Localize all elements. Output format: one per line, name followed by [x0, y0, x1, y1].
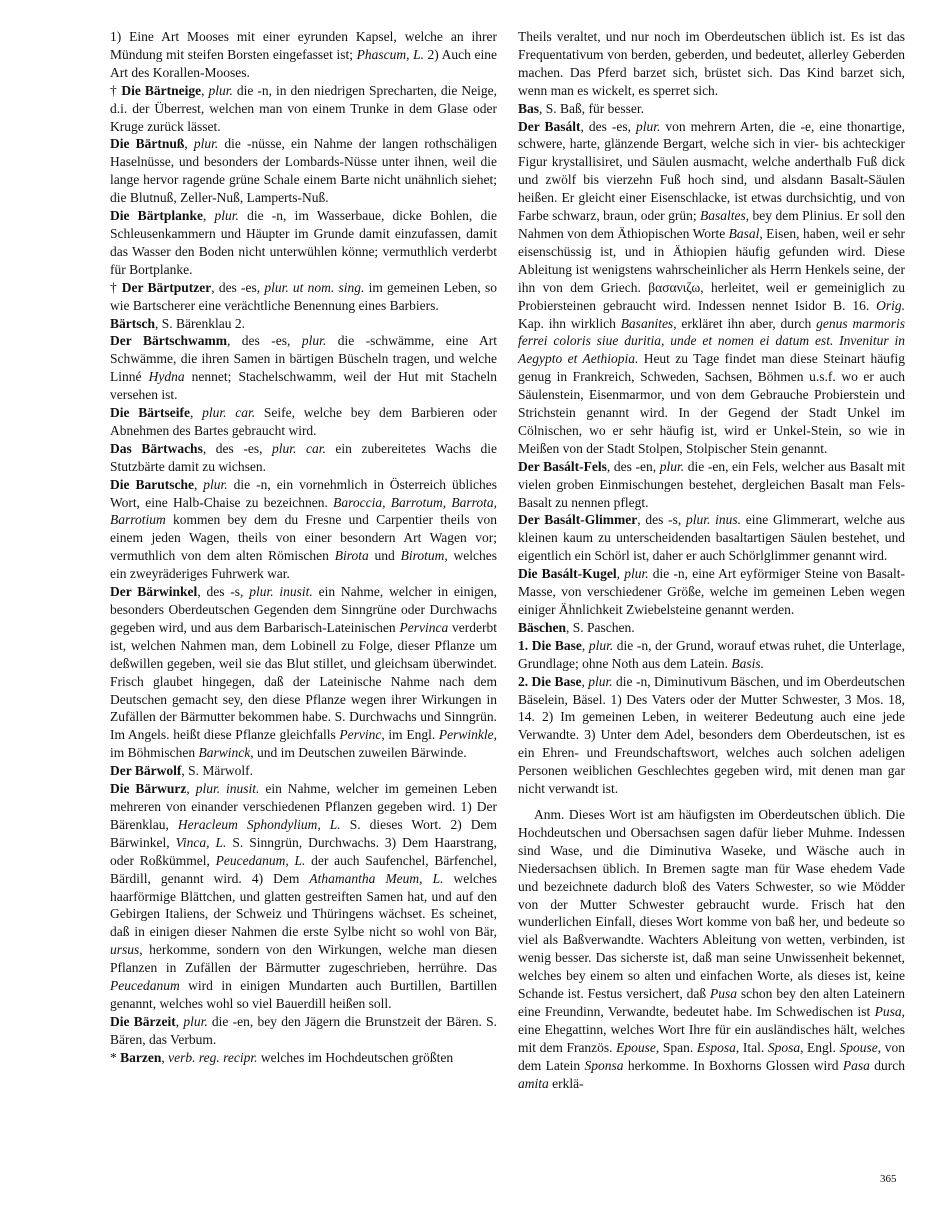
- dictionary-entry: Anm. Dieses Wort ist am häufigsten im Oberdeutschen üblich. Die Hochdeutschen und Obersachsen sagen dafür lieber Muhme. Indessen sind Wase, und die Diminutiva Waseke, und Wäsche auch in Niedersachsen üblich. In Bremen sagte man für Wase ehedem Vade und bezeichnete dadurch bloß des Vaters Schwester, so wie Mödder von der Mutter Schwester gebraucht wurde. Frisch hat den wunderlichen Einfall, dieses Wort komme von baß her, und bedeute so viel als Baßverwandte. Wachters Ableitung von wetten, verbinden, ist wenig besser. Das sicherste ist, daß man seine Unwissenheit bekennet, welches bey einem so alten und einfachen Worte, als dieses ist, keine Schande ist. Festus versichert, daß Pusa schon bey den alten Lateinern eine Freundinn, Verwandte, bedeutet habe. Im Schwedischen ist Pusa, eine Ehegattinn, welches Wort Ihre für ein ausländisches hält, welches mit dem Französ. Epouse, Span. Esposa, Ital. Sposa, Engl. Spouse, von dem Latein Sponsa herkomme. In Boxhorns Glossen wird Pasa durch amita erklä-: [518, 806, 906, 1091]
- dictionary-entry: Die Bärwurz, plur. inusit. ein Nahme, welcher im gemeinen Leben mehreren von einander verschiedenen Pflanzen gegeben wird. 1) Der Bärenklau, Heracleum Sphondylium, L. S. dieses Wort. 2) Dem Bärwinkel, Vinca, L. S. Sinngrün, Durchwachs. 3) Dem Haarstrang, oder Roßkümmel, Peucedanum, L. der auch Saufenchel, Bärfenchel, Bärdill, genannt wird. 4) Dem Athamantha Meum, L. welches haarförmige Blättchen, und glatten gestreiften Samen hat, und auf den Gebirgen Italiens, der Schweiz und Thüringens wächset. Es scheinet, daß in einigen dieser Nahmen die erste Sylbe nicht so wohl von Bär, ursus, herkomme, sondern von den Wirkungen, welche man diesen Pflanzen in Zufällen der Bärmutter zugeschrieben, herrühre. Das Peucedanum wird in einigen Mundarten auch Burtillen, Bartillen genannt, welches wohl so viel Bauerdill heißen soll.: [110, 781, 498, 1011]
- dictionary-entry: Der Bärtschwamm, des -es, plur. die -schwämme, eine Art Schwämme, die ihren Samen in bärtigen Büscheln tragen, und welche Linné Hydna nennet; Stachelschwamm, weil der Hut mit Stacheln versehen ist.: [110, 333, 497, 403]
- dictionary-entry: Bärtsch, S. Bärenklau 2.: [110, 315, 245, 331]
- dictionary-entry: Die Bärtplanke, plur. die -n, im Wasserbaue, dicke Bohlen, die Schleusenkammern und Häupter im Grunde damit einzufassen, damit das Wasser den Boden nicht unterwühlen könne; vermuthlich verderbt für Bortplanke.: [110, 208, 497, 277]
- dictionary-entry: † Der Bärtputzer, des -es, plur. ut nom. sing. im gemeinen Leben, so wie Bartscherer eine verächtliche Benennung eines Barbiers.: [110, 279, 498, 313]
- dictionary-entry: * Barzen, verb. reg. recipr. welches im Hochdeutschen größten: [110, 1049, 454, 1065]
- right-column: [518, 28, 905, 1092]
- dictionary-entry: Der Bärwinkel, des -s, plur. inusit. ein Nahme, welcher in einigen, besonders Oberdeutschen Gegenden dem Sinngrüne oder Durchwachs gegeben wird, und aus dem Barbarisch-Lateinischen Pervinca verderbt ist, welchen Nahmen man, dem Lobinell zu Folge, dieser Pflanze um deßwillen gegeben, weil sie das Blut stillet, und gleichsam überwindet. Frisch glaubet hingegen, daß der Lateinische Nahme nach dem Deutschen gemacht sey, den diese Pflanze wegen ihrer Wirkungen in Zufällen der Bärmutter bekommen habe. S. Durchwachs und Sinngrün. Im Angels. heißt diese Pflanze gleichfalls Pervinc, im Engl. Perwinkle, im Böhmischen Barwinck, und im Deutschen zuweilen Bärwinde.: [110, 584, 498, 761]
- left-column: [110, 28, 497, 1067]
- dictionary-entry: Die Bärzeit, plur. die -en, bey den Jägern die Brunstzeit der Bären. S. Bären, das Verbum.: [110, 1013, 498, 1047]
- dictionary-entry: 1. Die Base, plur. die -n, der Grund, worauf etwas ruhet, die Unterlage, Grundlage; ohne Noth aus dem Latein. Basis.: [518, 637, 905, 671]
- page-number: 365: [880, 1173, 897, 1185]
- dictionary-entry: 1) Eine Art Mooses mit einer eyrunden Kapsel, welche an ihrer Mündung mit steifen Borsten eingefasset ist; Phascum, L. 2) Auch eine Art des Korallen-Mooses.: [110, 29, 497, 80]
- dictionary-entry: Der Bärwolf, S. Märwolf.: [110, 763, 253, 779]
- dictionary-entry: Die Bärtnuß, plur. die -nüsse, ein Nahme der langen rothschäligen Haselnüsse, und besonders der Lombards-Nüsse unter ihnen, weil die lange hervor ragende grüne Schale einem Barte nicht unähnlich siehet; die Blutnuß, Zeller-Nuß, Lamperts-Nuß.: [110, 136, 497, 206]
- dictionary-entry: Die Barutsche, plur. die -n, ein vornehmlich in Österreich übliches Wort, eine Halb-Chaise zu bezeichnen. Baroccia, Barrotum, Barrota, Barrotium kommen bey dem du Fresne und Carpentier theils von einem jeden Wagen, theils von einer besondern Art Wagen vor; vermuthlich von dem alten Römischen Birota und Birotum, welches ein zweyräderiges Fuhrwerk war.: [110, 476, 497, 582]
- dictionary-entry: Bas, S. Baß, für besser.: [518, 100, 645, 116]
- dictionary-entry: Die Basált-Kugel, plur. die -n, eine Art eyförmiger Steine von Basalt-Masse, von verschiedener Größe, welche im gemeinen Leben wegen einiger Ähnlichkeit Zwiebelsteine genannt werden.: [518, 566, 906, 617]
- dictionary-entry: Bäschen, S. Paschen.: [518, 619, 635, 635]
- dictionary-entry: Theils veraltet, und nur noch im Oberdeutschen üblich ist. Es ist das Frequentativum von berden, geberden, und bedeutet, allerley Geberden machen. Das Pferd barzet sich, brüstet sich. Das Kind barzet sich, wenn man es wickelt, es sperret sich.: [518, 29, 905, 98]
- dictionary-entry: Die Bärtseife, plur. car. Seife, welche bey dem Barbieren oder Abnehmen des Bartes gebraucht wird.: [110, 405, 498, 438]
- dictionary-entry: † Die Bärtneige, plur. die -n, in den niedrigen Sprecharten, die Neige, d.i. der Überrest, welchen man von einem Trunke in dem Glase oder Kruge zurück lässet.: [110, 82, 497, 134]
- dictionary-entry: Der Basált-Fels, des -en, plur. die -en, ein Fels, welcher aus Basalt mit vielen groben Einmischungen bestehet, dergleichen Basalt man Fels-Basalt zu nennen pflegt.: [518, 458, 905, 510]
- dictionary-entry: Der Basált-Glimmer, des -s, plur. inus. eine Glimmerart, welche aus kleinen kaum zu unterscheidenden basaltartigen Säulen bestehet, und eigentlich ein Schörl ist, daher er auch Schörlglimmer genannt wird.: [518, 512, 906, 564]
- dictionary-entry: Der Basált, des -es, plur. von mehrern Arten, die -e, eine thonartige, schwere, harte, glänzende Bergart, welche sich in vier- bis achteckiger Figur krystallisiret, und Säulen ausmacht, welche anderthalb Fuß dick und zwölf bis vierzehn Fuß hoch sind, und alsdann Basalt-Säulen heißen. Er gleicht einer Eisenschlacke, ist etwas durchsichtig, und von Farbe schwarz, braun, oder grün; Basaltes, bey dem Plinius. Er soll den Nahmen von dem Äthiopischen Worte Basal, Eisen, haben, weil er sehr eisenschüssig ist, und in Äthiopien häufig gefunden wird. Diese Ableitung ist wenigstens wahrscheinlicher als Herrn Henkels seine, der ihn von dem Griech. βασανιζω, herleitet, weil er gemeiniglich zu Probiersteinen gebraucht wird. Indessen nennet Isidor B. 16. Orig. Kap. ihn wirklich Basanites, erkläret ihn aber, durch genus marmoris ferrei coloris siue duritia, unde et nomen ei datum est. Invenitur in Aegypto et Aethiopia. Heut zu Tage findet man diese Steinart häufig genug in Frankreich, Schweden, Sachsen, Böhmen u.s.f. wo er auch Säulenstein, Eisenmarmor, und von dem Gebrauche Probierstein und Strichstein genannt wird. In der Gegend der Stadt Unkel im Cölnischen, wo er sehr häufig ist, wird er Unkel-Stein, so wie in Meißen von der Stadt Stolpen, Stolpischer Stein genannt.: [518, 118, 905, 456]
- dictionary-entry: Das Bärtwachs, des -es, plur. car. ein zubereitetes Wachs die Stutzbärte damit zu wichsen.: [110, 440, 497, 474]
- dictionary-entry: 2. Die Base, plur. die -n, Diminutivum Bäschen, und im Oberdeutschen Bäselein, Bäsel. 1) Des Vaters oder der Mutter Schwester, 3 Mos. 18, 14. 2) Im gemeinen Leben, in weiterer Bedeutung auch eine jede Verwandte. 3) Unter dem Adel, besonders dem Oberdeutschen, ist es ein Ehren- und Freundschaftswort, welches auch solchen adeligen Personen weiblichen Geschlechtes gegeben wird, mit denen man gar nicht verwandt ist.: [518, 673, 905, 797]
